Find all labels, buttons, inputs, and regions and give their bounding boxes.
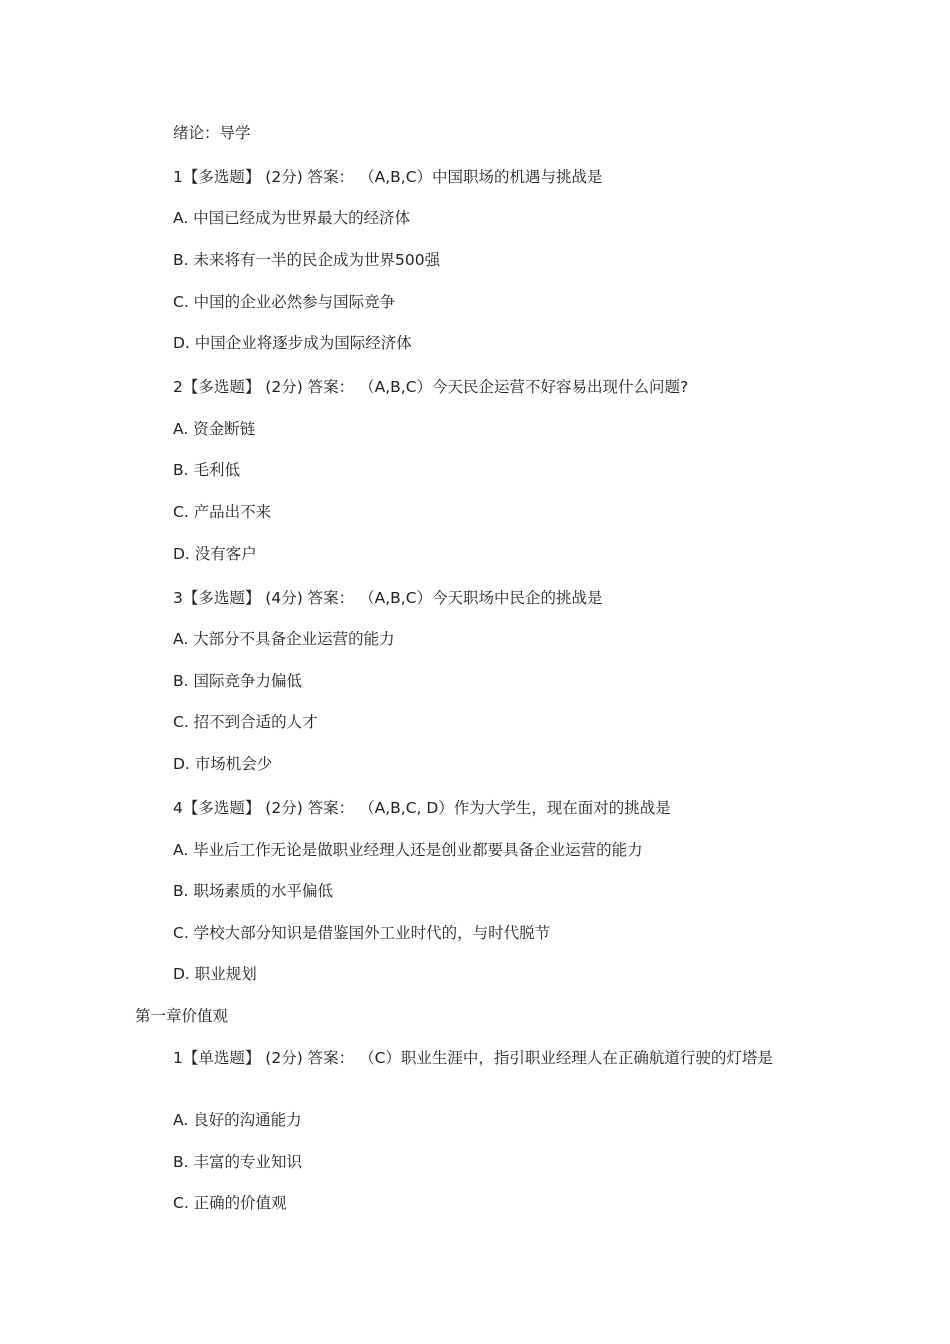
question-3-option-c: C. 招不到合适的人才 [173, 713, 318, 731]
question-2-option-a: A. 资金断链 [173, 420, 256, 438]
chapter-title-values: 第一章价值观 [135, 1007, 229, 1025]
question-4-text: 4【多选题】 (2分) 答案： （A,B,C, D）作为大学生，现在面对的挑战是 [173, 799, 671, 817]
question-3-option-b: B. 国际竞争力偏低 [173, 672, 302, 690]
question-4-option-d: D. 职业规划 [173, 965, 257, 983]
question-3-text: 3【多选题】 (4分) 答案： （A,B,C）今天职场中民企的挑战是 [173, 589, 603, 607]
question-1-option-b: B. 未来将有一半的民企成为世界500强 [173, 251, 441, 269]
question-2-option-d: D. 没有客户 [173, 545, 257, 563]
question-1-option-a: A. 中国已经成为世界最大的经济体 [173, 209, 411, 227]
question-2-option-b: B. 毛利低 [173, 461, 240, 479]
section-title-introduction: 绪论：导学 [173, 124, 251, 142]
question-1-option-c: C. 中国的企业必然参与国际竞争 [173, 293, 396, 311]
question-2-option-c: C. 产品出不来 [173, 503, 272, 521]
chapter1-question-1-option-a: A. 良好的沟通能力 [173, 1111, 302, 1129]
question-4-option-c: C. 学校大部分知识是借鉴国外工业时代的，与时代脱节 [173, 924, 551, 942]
question-1-option-d: D. 中国企业将逐步成为国际经济体 [173, 334, 412, 352]
question-4-option-a: A. 毕业后工作无论是做职业经理人还是创业都要具备企业运营的能力 [173, 841, 643, 859]
question-1-text: 1【多选题】 (2分) 答案： （A,B,C）中国职场的机遇与挑战是 [173, 168, 603, 186]
question-4-option-b: B. 职场素质的水平偏低 [173, 882, 333, 900]
question-3-option-a: A. 大部分不具备企业运营的能力 [173, 630, 395, 648]
chapter1-question-1-option-b: B. 丰富的专业知识 [173, 1153, 302, 1171]
question-3-option-d: D. 市场机会少 [173, 755, 273, 773]
chapter1-question-1-text: 1【单选题】 (2分) 答案： （C）职业生涯中，指引职业经理人在正确航道行驶的灯塔是 [173, 1049, 773, 1067]
chapter1-question-1-option-c: C. 正确的价值观 [173, 1194, 287, 1212]
question-2-text: 2【多选题】 (2分) 答案： （A,B,C）今天民企运营不好容易出现什么问题? [173, 378, 689, 396]
